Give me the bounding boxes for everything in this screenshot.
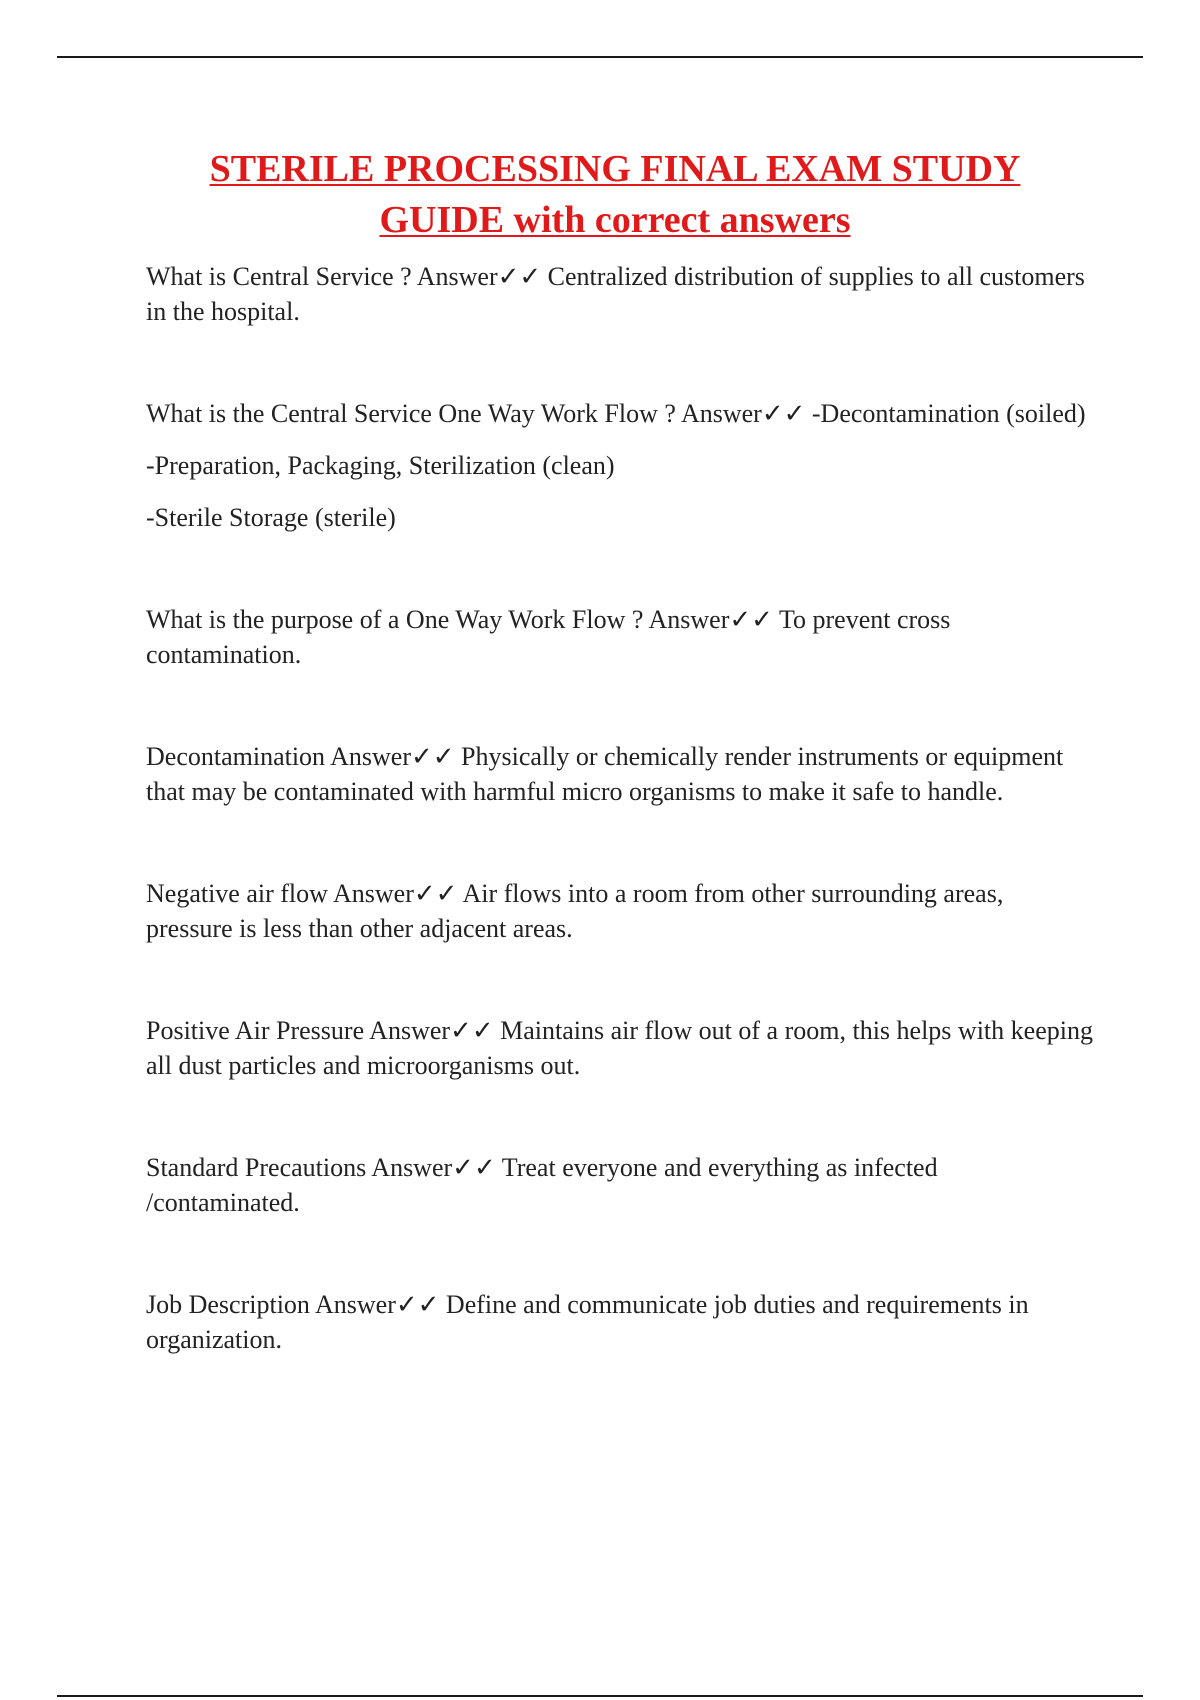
spacer (146, 535, 1094, 602)
work-flow-step-clean: -Preparation, Packaging, Sterilization (clean) (146, 451, 615, 480)
document-title: STERILE PROCESSING FINAL EXAM STUDY GUIDE with correct answers (209, 148, 1021, 241)
qa-negative-air-flow: Negative air flow Answer✓✓ Air flows into a room from other surrounding areas, pressure is less than other adjacent areas. (146, 879, 1004, 943)
qa-job-description: Job Description Answer✓✓ Define and communicate job duties and requirements in organization. (146, 1290, 1029, 1354)
spacer (146, 672, 1094, 739)
spacer (146, 1083, 1094, 1150)
qa-one-way-work-flow: What is the Central Service One Way Work Flow ? Answer✓✓ -Decontamination (soiled) (146, 399, 1086, 428)
top-rule (57, 56, 1143, 58)
study-guide-body (146, 259, 1094, 1357)
spacer (146, 809, 1094, 876)
qa-central-service: What is Central Service ? Answer✓✓ Centralized distribution of supplies to all customers in the hospital. (146, 262, 1085, 326)
spacer (146, 329, 1094, 396)
qa-standard-precautions: Standard Precautions Answer✓✓ Treat everyone and everything as infected /contaminated. (146, 1153, 938, 1217)
work-flow-step-sterile: -Sterile Storage (sterile) (146, 503, 396, 532)
spacer (146, 946, 1094, 1013)
qa-positive-air-pressure: Positive Air Pressure Answer✓✓ Maintains air flow out of a room, this helps with keeping all dust particles and microorganisms out. (146, 1016, 1093, 1080)
bottom-rule (57, 1695, 1143, 1697)
spacer (146, 1220, 1094, 1287)
spacer (146, 431, 1094, 448)
qa-purpose-one-way-flow: What is the purpose of a One Way Work Flow ? Answer✓✓ To prevent cross contamination. (146, 605, 951, 669)
qa-decontamination: Decontamination Answer✓✓ Physically or chemically render instruments or equipment that may be contaminated with harmful micro organisms to make it safe to handle. (146, 742, 1064, 806)
spacer (146, 483, 1094, 500)
